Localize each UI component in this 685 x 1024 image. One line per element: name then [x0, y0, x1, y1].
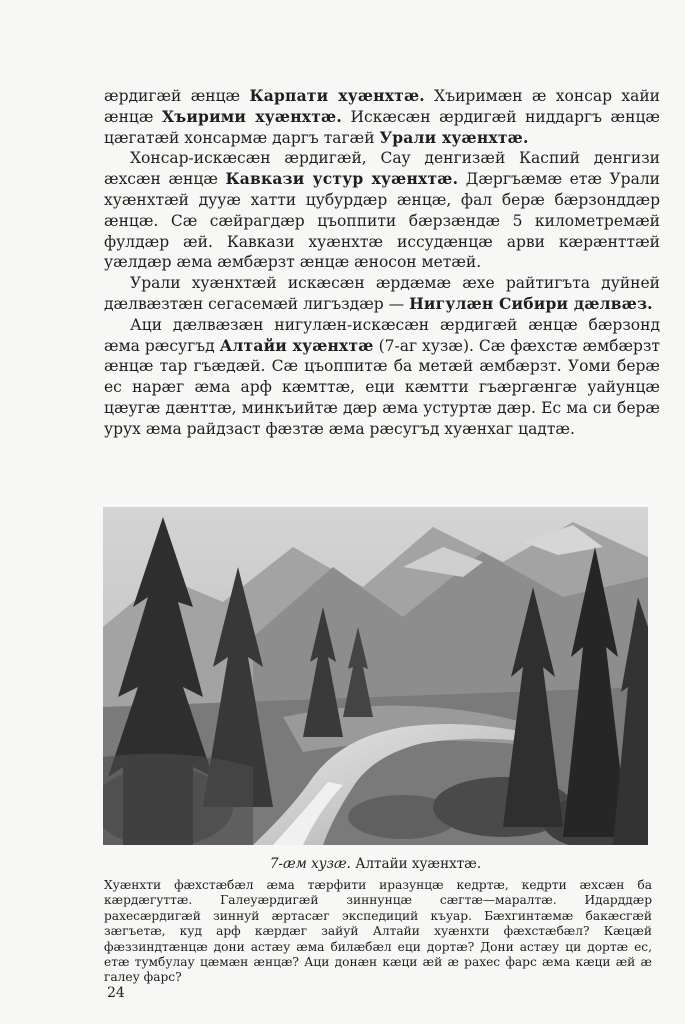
- bold-term-caucasus: Кавкази устур хуӕнхтӕ.: [225, 169, 459, 189]
- paragraph-3: [104, 273, 660, 315]
- text-run: Хъиримӕн ӕ хонсар хайи ӕнцӕ: [104, 87, 660, 126]
- text-run: Урали хуӕнхтӕй искӕсӕн ӕрдӕмӕ ӕхе райтигъта дуйней дӕлвӕзтӕн сегасемӕй лигъздӕр —: [104, 274, 660, 313]
- text-run: Хонсар-искӕсӕн ӕрдигӕй, Сау денгизӕй Каспий денгизи ӕхсӕн ӕнцӕ: [104, 149, 660, 189]
- figure-note: Хуӕнхти фӕхстӕбӕл ӕма тӕрфити иразунцӕ кедртӕ, кедрти ӕхсӕн ба кӕрдӕгуттӕ. Галеуӕрдигӕй зиннунцӕ сӕгтӕ—маралтӕ. Идарддӕр рахесӕрдигӕй зиннуй ӕртасӕг экспедиций къуар. Бӕхгинтӕмӕ бакӕсгӕй зӕгъетӕ, куд арф кӕрдӕг зайуй Алтайи хуӕнхти фӕхстӕбӕл? Кӕцӕй фӕззиндтӕнцӕ дони астӕу ӕма билӕбӕл еци дортӕ? Дони астӕу ци дортӕ ес, етӕ тумбулау цӕмӕн ӕнцӕ? Аци донӕн кӕци ӕй ӕ рахес фарс ӕма кӕци ӕй ӕ галеу фарс?: [104, 878, 652, 985]
- page-number: 24: [107, 985, 125, 1001]
- body-text: [104, 86, 660, 440]
- paragraph-2: [104, 148, 660, 273]
- figure-number: 7-ӕм хузӕ.: [269, 856, 351, 872]
- text-run: Аци дӕлвӕзӕн нигулӕн-искӕсӕн ӕрдигӕй ӕнцӕ бӕрзонд ӕма рӕсугъд: [104, 315, 660, 355]
- paragraph-4: [104, 315, 660, 440]
- bold-term-carpathians: Карпати хуӕнхтӕ.: [249, 86, 425, 105]
- text-run: Дӕргъӕмӕ етӕ Урали хуӕнхтӕй дууӕ хатти цубурдӕр ӕнцӕ, фал берӕ бӕрзонддӕр ӕнцӕ. Сӕ сӕйрагдӕр цъоппити бӕрзӕндӕ 5 километремӕй фулдӕр ӕй. Кавкази хуӕнхтӕ иссудӕнцӕ арви кӕрӕнттӕй уӕлдӕр ӕма ӕмбӕрзт ӕнцӕ ӕносон метӕй.: [104, 170, 661, 272]
- text-run: (7-аг хузӕ). Сӕ фӕхстӕ ӕмбӕрзт ӕнцӕ тар гъӕдӕй. Сӕ цъоппитӕ ба метӕй ӕмбӕрзт. Уоми берӕ ес нарӕг ӕма арф кӕмттӕ, еци кӕмтти гъӕргӕнгӕ уайунцӕ цӕугӕ дӕнттӕ, минкъийтӕ дӕр ӕма устуртӕ дӕр. Ес ма си берӕ урух ӕма райдзаст фӕзтӕ ӕма рӕсугъд хуӕнхаг цадтӕ.: [104, 336, 660, 438]
- figure-caption: [103, 856, 648, 872]
- bold-term-ural-mountains: Урали хуӕнхтӕ.: [379, 127, 529, 147]
- bold-term-west-siberian-lowland: Нигулӕн Сибири дӕлвӕз.: [409, 293, 653, 313]
- bold-term-altai: Алтайи хуӕнхтӕ: [219, 335, 374, 355]
- figure-title: Алтайи хуӕнхтӕ.: [355, 856, 482, 872]
- paragraph-1: [104, 86, 660, 148]
- landscape-illustration: [103, 507, 648, 845]
- text-run: Искӕсӕн ӕрдигӕй ниддаргъ ӕнцӕ цӕгатӕй хонсармӕ даргъ тагӕй: [104, 107, 660, 147]
- altai-mountains-painting: [103, 507, 648, 845]
- text-run: ӕрдигӕй ӕнцӕ: [104, 87, 250, 105]
- bold-term-crimean-mountains: Хъирими хуӕнхтӕ.: [162, 106, 342, 126]
